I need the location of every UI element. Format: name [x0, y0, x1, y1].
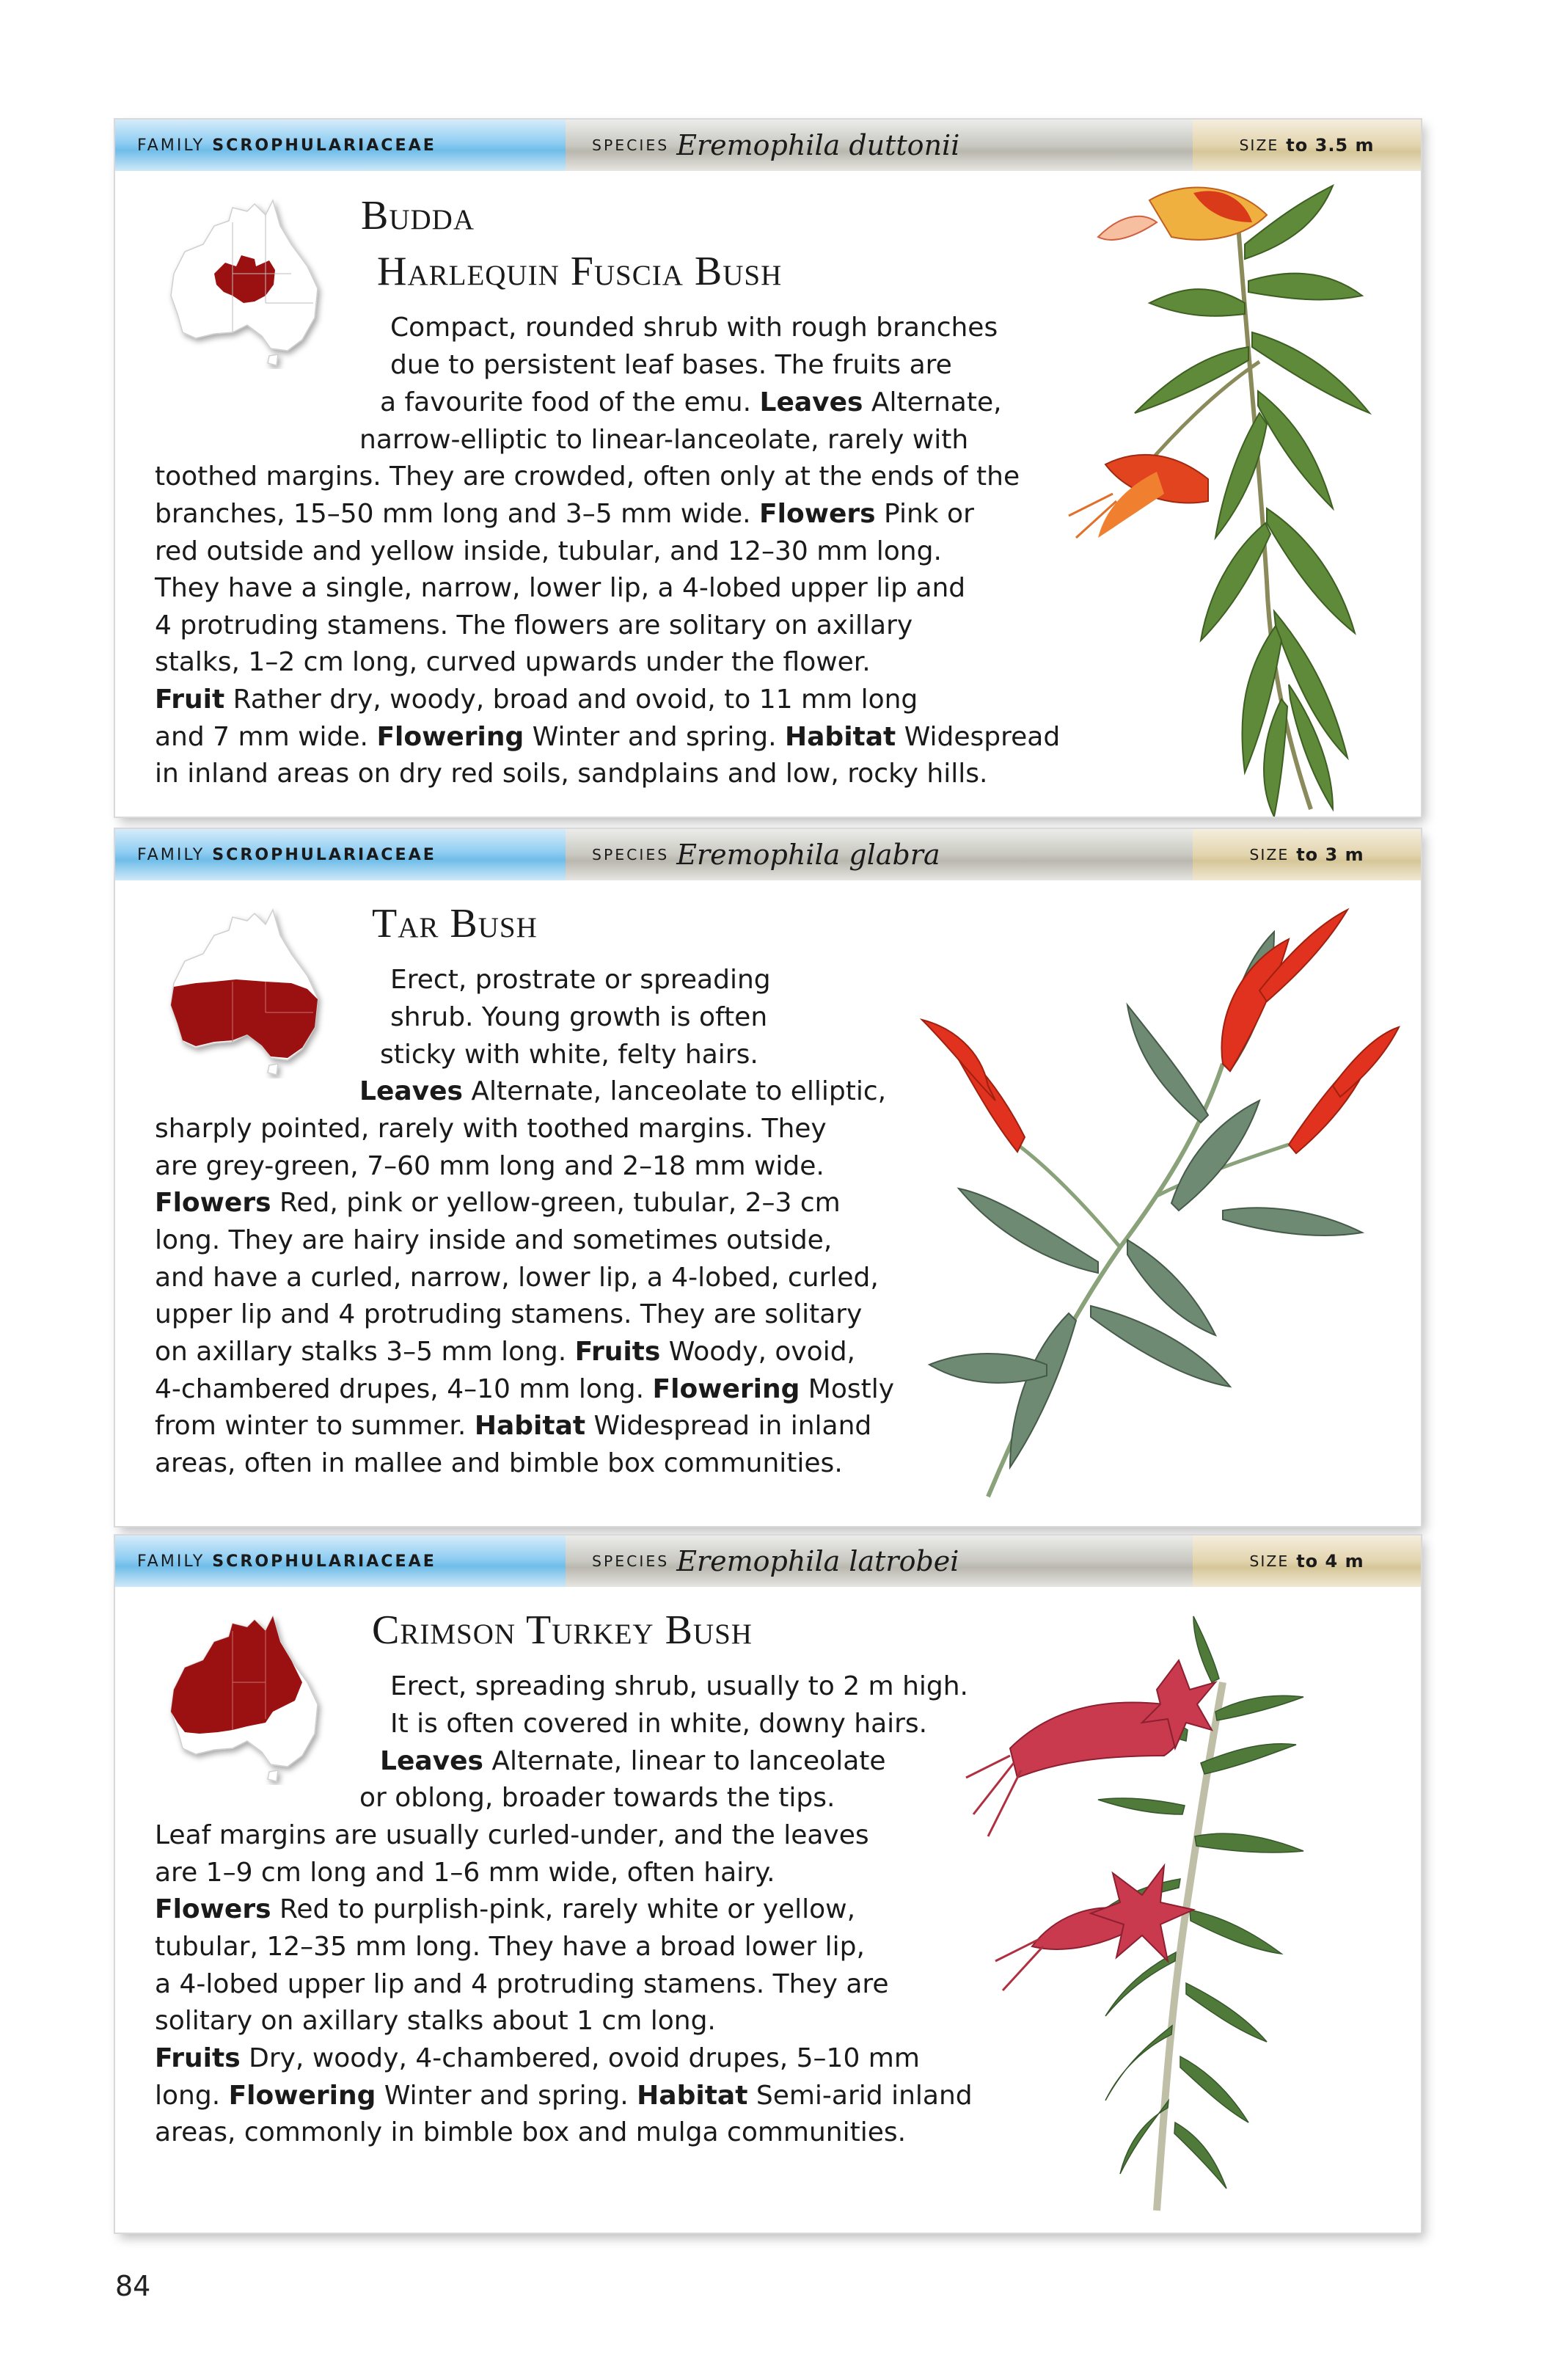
description-line: 4 protruding stamens. The flowers are solitary on axillary: [155, 610, 913, 640]
description-line: sharply pointed, rarely with toothed margins. They: [155, 1114, 827, 1144]
description-line: Flowers Red to purplish-pink, rarely white or yellow,: [155, 1894, 856, 1924]
field-label: Flowers: [155, 1894, 271, 1924]
field-label: Leaves: [759, 387, 863, 417]
description-line: areas, commonly in bimble box and mulga communities.: [155, 2117, 907, 2147]
field-label: Habitat: [474, 1411, 586, 1441]
description-line: are 1–9 cm long and 1–6 mm wide, often hairy.: [155, 1858, 775, 1888]
species-card-2: [115, 829, 1421, 1526]
description-line: solitary on axillary stalks about 1 cm long.: [155, 2006, 716, 2036]
common-name-1: Tar Bush: [372, 901, 538, 946]
description-line: Fruits Dry, woody, 4-chambered, ovoid drupes, 5–10 mm: [155, 2043, 920, 2073]
size-label: SIZE: [1239, 136, 1279, 154]
description-line: shrub. Young growth is often: [390, 1002, 768, 1032]
description-line: stalks, 1–2 cm long, curved upwards under the flower.: [155, 647, 871, 677]
description-line: are grey-green, 7–60 mm long and 2–18 mm wide.: [155, 1151, 824, 1181]
field-label: Flowers: [155, 1188, 271, 1218]
description-line: Fruit Rather dry, woody, broad and ovoid, to 11 mm long: [155, 685, 918, 715]
field-label: Fruits: [574, 1337, 661, 1367]
description-line: Leaves Alternate, lanceolate to elliptic,: [359, 1076, 887, 1106]
species-label: SPECIES: [592, 846, 670, 864]
description-line: Compact, rounded shrub with rough branches: [390, 313, 998, 343]
family-name: SCROPHULARIACEAE: [212, 136, 436, 155]
family-label: FAMILY: [137, 845, 205, 864]
size-value: to 3 m: [1296, 844, 1364, 865]
common-name-2: Harlequin Fuscia Bush: [377, 249, 783, 294]
field-label: Fruits: [155, 2043, 241, 2073]
species-name: Eremophila duttonii: [676, 129, 960, 161]
illustration-eremophila-duttonii: [1025, 171, 1406, 817]
description-line: They have a single, narrow, lower lip, a 4-lobed upper lip and: [155, 573, 966, 603]
description-line: due to persistent leaf bases. The fruits are: [390, 350, 952, 380]
species-label: SPECIES: [592, 136, 670, 154]
description-line: Erect, spreading shrub, usually to 2 m high.: [390, 1671, 968, 1701]
description-line: red outside and yellow inside, tubular, and 12–30 mm long.: [155, 536, 942, 566]
description-line: a favourite food of the emu. Leaves Alternate,: [380, 387, 1002, 417]
description-line: toothed margins. They are crowded, often only at the ends of the: [155, 461, 1020, 492]
description-line: It is often covered in white, downy hairs.: [390, 1709, 928, 1739]
description-line: and have a curled, narrow, lower lip, a 4-lobed, curled,: [155, 1263, 879, 1293]
description-line: long. Flowering Winter and spring. Habitat Semi-arid inland: [155, 2081, 973, 2111]
field-label: Habitat: [637, 2081, 748, 2111]
species-label: SPECIES: [592, 1552, 670, 1570]
description-line: upper lip and 4 protruding stamens. They are solitary: [155, 1299, 863, 1329]
species-name: Eremophila glabra: [676, 839, 940, 871]
description-line: long. They are hairy inside and sometimes outside,: [155, 1225, 833, 1255]
common-name-1: Crimson Turkey Bush: [372, 1607, 753, 1653]
common-name-1: Budda: [361, 193, 475, 238]
description-line: on axillary stalks 3–5 mm long. Fruits Woody, ovoid,: [155, 1337, 856, 1367]
size-label: SIZE: [1249, 846, 1290, 864]
size-value: to 4 m: [1296, 1551, 1364, 1572]
field-label: Flowers: [759, 499, 876, 529]
description-line: in inland areas on dry red soils, sandplains and low, rocky hills.: [155, 759, 988, 789]
description-line: Leaf margins are usually curled-under, and the leaves: [155, 1820, 869, 1850]
illustration-eremophila-latrobei: [922, 1594, 1406, 2225]
species-card-1: [115, 120, 1421, 817]
family-label: FAMILY: [137, 1552, 205, 1571]
family-label: FAMILY: [137, 136, 205, 155]
description-line: Leaves Alternate, linear to lanceolate: [380, 1746, 886, 1776]
field-label: Flowering: [228, 2081, 376, 2111]
size-value: to 3.5 m: [1286, 135, 1375, 156]
family-name: SCROPHULARIACEAE: [212, 1552, 436, 1571]
description-line: Flowers Red, pink or yellow-green, tubular, 2–3 cm: [155, 1188, 841, 1218]
illustration-eremophila-glabra: [878, 880, 1406, 1511]
description-line: and 7 mm wide. Flowering Winter and spring. Habitat Widespread: [155, 722, 1061, 752]
field-label: Fruit: [155, 685, 225, 715]
species-card-3: [115, 1536, 1421, 2233]
field-label: Leaves: [359, 1076, 463, 1106]
description-line: areas, often in mallee and bimble box communities.: [155, 1448, 843, 1478]
description-line: or oblong, broader towards the tips.: [359, 1783, 835, 1813]
description-line: from winter to summer. Habitat Widespread in inland: [155, 1411, 872, 1441]
description-line: tubular, 12–35 mm long. They have a broad lower lip,: [155, 1932, 865, 1962]
species-name: Eremophila latrobei: [676, 1545, 959, 1577]
field-label: Flowering: [652, 1374, 800, 1404]
description-line: sticky with white, felty hairs.: [380, 1040, 758, 1070]
field-label: Flowering: [376, 722, 524, 752]
field-label: Habitat: [785, 722, 896, 752]
description-line: Erect, prostrate or spreading: [390, 965, 771, 995]
description-line: branches, 15–50 mm long and 3–5 mm wide. Flowers Pink or: [155, 499, 974, 529]
description-line: narrow-elliptic to linear-lanceolate, rarely with: [359, 425, 969, 455]
description-line: a 4-lobed upper lip and 4 protruding stamens. They are: [155, 1969, 889, 1999]
page-number: 84: [115, 2270, 151, 2302]
size-label: SIZE: [1249, 1552, 1290, 1570]
family-name: SCROPHULARIACEAE: [212, 845, 436, 864]
description-line: 4-chambered drupes, 4–10 mm long. Flowering Mostly: [155, 1374, 895, 1404]
field-label: Leaves: [380, 1746, 483, 1776]
